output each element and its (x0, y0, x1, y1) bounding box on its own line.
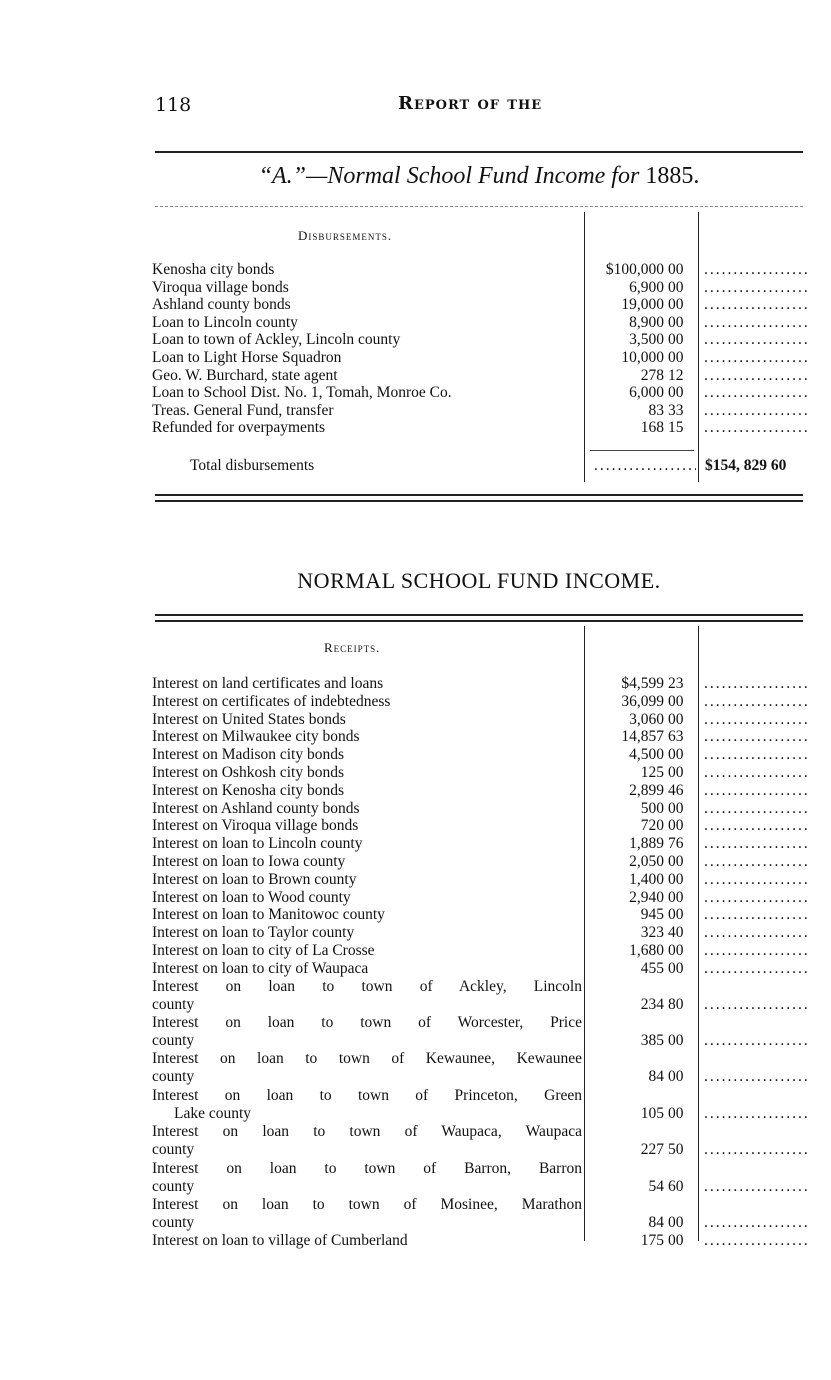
row-label: Treas. General Fund, transfer ..... (152, 402, 582, 420)
row-leader (704, 960, 808, 978)
row-label: Geo. W. Burchard, state agent ..... (152, 367, 582, 385)
row-amount: 125 00 (640, 764, 684, 781)
row-amount: 105 00 (640, 1104, 684, 1122)
receipt-row-two-line (152, 1160, 812, 1196)
row-label: Viroqua village bonds ..... (152, 279, 582, 297)
row-leader (704, 419, 808, 437)
total-value: $154, 829 60 (705, 457, 787, 474)
disbursement-row (152, 367, 812, 385)
row-leader (704, 279, 808, 297)
receipt-row (152, 711, 812, 729)
row-leader (704, 402, 808, 420)
row-leader (704, 764, 808, 782)
receipt-row (152, 889, 812, 907)
row-leader (704, 384, 808, 402)
row-leader (704, 1068, 808, 1086)
row-label-line1: Interest on loan to town of Kewaunee, Kewaunee (152, 1050, 582, 1068)
row-leader (704, 367, 808, 385)
total-leader (594, 457, 696, 475)
row-leader (704, 1178, 808, 1196)
receipt-row (152, 942, 812, 960)
row-amount: 234 80 (640, 995, 684, 1013)
row-amount: 1,680 00 (629, 942, 684, 959)
row-leader (704, 942, 808, 960)
row-amount: 54 60 (648, 1177, 684, 1195)
row-label: Ashland county bonds ..... (152, 296, 582, 314)
row-label-line1: Interest on loan to town of Waupaca, Waupaca (152, 1123, 582, 1141)
row-label: Interest on Milwaukee city bonds ..... (152, 728, 582, 746)
row-label-line1: Interest on loan to town of Princeton, Green (152, 1086, 582, 1104)
row-label: Interest on United States bonds ..... (152, 711, 582, 729)
row-label-line1: Interest on loan to town of Worcester, Price (152, 1014, 582, 1031)
row-label: Loan to School Dist. No. 1, Tomah, Monroe Co. ..... (152, 384, 582, 402)
row-amount: 4,500 00 (629, 746, 684, 764)
row-label: Refunded for overpayments ..... (152, 419, 582, 437)
row-amount: 2,899 46 (629, 781, 684, 799)
row-leader (704, 693, 808, 711)
row-amount: 175 00 (640, 1232, 684, 1250)
total-label: Total disbursements ..... (152, 457, 620, 475)
row-amount: 720 00 (640, 817, 684, 835)
row-amount: 2,050 00 (629, 853, 684, 870)
row-leader (704, 1232, 808, 1250)
receipt-row (152, 924, 812, 942)
disbursement-row (152, 419, 812, 437)
receipt-row (152, 675, 812, 693)
row-label: Interest on loan to village of Cumberland ..... (152, 1232, 582, 1250)
receipt-row-two-line (152, 1196, 812, 1232)
row-label: Loan to town of Ackley, Lincoln county ..... (152, 331, 582, 349)
receipt-row (152, 871, 812, 889)
disbursement-row (152, 296, 812, 314)
row-amount: 2,940 00 (629, 888, 684, 906)
row-label-line2: county ..... (152, 1032, 582, 1050)
row-leader (704, 296, 808, 314)
row-label: Loan to Light Horse Squadron ..... (152, 349, 582, 367)
row-leader (704, 835, 808, 853)
row-label-line2: county ..... (152, 1068, 582, 1086)
row-leader (704, 349, 808, 367)
receipt-row (152, 764, 812, 782)
disbursement-row (152, 261, 812, 279)
row-amount: 84 00 (648, 1214, 684, 1231)
disbursements-subhead: Disbursements. (298, 228, 393, 243)
receipt-row (152, 782, 812, 800)
receipt-row-two-line (152, 978, 812, 1014)
receipts-top-rule-1 (155, 614, 803, 616)
row-amount: 385 00 (640, 1032, 684, 1049)
row-leader (704, 800, 808, 818)
row-amount: 500 00 (640, 799, 684, 817)
running-head: Report of the (398, 93, 543, 114)
top-rule (155, 151, 803, 153)
row-leader (704, 1214, 808, 1232)
row-leader (704, 261, 808, 279)
row-amount: 83 33 (648, 401, 684, 419)
row-label: Interest on loan to Iowa county ..... (152, 853, 582, 871)
disbursement-row (152, 279, 812, 297)
row-amount: 8,900 00 (629, 313, 684, 331)
receipt-row (152, 906, 812, 924)
row-label: Interest on loan to Manitowoc county ..... (152, 906, 582, 924)
receipt-row-two-line (152, 1087, 812, 1123)
row-label-line1: Interest on loan to town of Barron, Barron (152, 1159, 582, 1177)
receipt-row-two-line (152, 1050, 812, 1086)
row-label-line1: Interest on loan to town of Mosinee, Marathon (152, 1196, 582, 1213)
disb-bottom-rule-1 (155, 494, 803, 496)
row-label: Interest on loan to Wood county ..... (152, 889, 582, 907)
row-label-line2: county ..... (152, 1178, 582, 1196)
row-label: Interest on Viroqua village bonds ..... (152, 817, 582, 835)
receipts-subhead: Receipts. (324, 640, 381, 655)
receipt-row (152, 817, 812, 835)
row-amount: 278 12 (640, 366, 684, 384)
row-amount: $100,000 00 (605, 261, 684, 278)
row-label: Interest on Ashland county bonds ..... (152, 800, 582, 818)
row-leader (704, 996, 808, 1014)
row-amount: 1,889 76 (629, 835, 684, 853)
row-label: Loan to Lincoln county ..... (152, 314, 582, 332)
row-leader (704, 1141, 808, 1159)
receipt-row-two-line (152, 1123, 812, 1159)
row-leader (704, 906, 808, 924)
row-amount: 3,060 00 (629, 710, 684, 728)
row-amount: 168 15 (640, 419, 684, 437)
row-leader (704, 1105, 808, 1123)
row-leader (704, 746, 808, 764)
row-amount: 3,500 00 (629, 331, 684, 349)
row-label-line2: county ..... (152, 996, 582, 1014)
row-amount: 19,000 00 (621, 296, 684, 314)
row-leader (704, 314, 808, 332)
disbursement-row (152, 349, 812, 367)
row-leader (704, 924, 808, 942)
disb-bottom-rule-2 (155, 500, 803, 502)
receipt-row (152, 853, 812, 871)
row-leader (704, 711, 808, 729)
row-leader (704, 675, 808, 693)
row-label: Interest on loan to city of La Crosse ..... (152, 942, 582, 960)
disbursements-title-year: 1885. (645, 163, 700, 189)
row-leader (704, 871, 808, 889)
row-amount: 945 00 (640, 906, 684, 924)
row-amount: 1,400 00 (629, 870, 684, 888)
disbursements-title (155, 163, 803, 190)
row-amount: 323 40 (640, 924, 684, 942)
receipts-section-title: NORMAL SCHOOL FUND INCOME. (297, 568, 661, 593)
row-leader (704, 1032, 808, 1050)
receipt-row (152, 746, 812, 764)
disbursement-row (152, 331, 812, 349)
receipt-row (152, 1232, 812, 1250)
disbursements-head-rule (155, 206, 803, 207)
page-number: 118 (155, 94, 192, 116)
row-leader (704, 331, 808, 349)
row-label: Interest on Kenosha city bonds ..... (152, 782, 582, 800)
row-label: Interest on Oshkosh city bonds ..... (152, 764, 582, 782)
receipt-row-two-line (152, 1014, 812, 1050)
row-amount: 455 00 (640, 959, 684, 977)
receipt-row (152, 693, 812, 711)
row-leader (704, 889, 808, 907)
row-amount: 227 50 (640, 1141, 684, 1159)
disbursement-row (152, 384, 812, 402)
disbursements-total-row (152, 457, 812, 475)
row-amount: 10,000 00 (621, 349, 684, 366)
row-amount: 36,099 00 (621, 692, 684, 710)
disbursement-row (152, 314, 812, 332)
row-amount: 6,900 00 (629, 278, 684, 296)
disbursements-title-text: “A.”—Normal School Fund Income for (258, 163, 640, 189)
row-amount: 6,000 00 (629, 384, 684, 402)
row-amount: 84 00 (648, 1068, 684, 1086)
row-label: Interest on Madison city bonds ..... (152, 746, 582, 764)
disbursement-row (152, 402, 812, 420)
row-leader (704, 782, 808, 800)
row-label-line2: Lake county ..... (152, 1105, 604, 1123)
receipt-row (152, 835, 812, 853)
row-label: Interest on certificates of indebtedness ..... (152, 693, 582, 711)
row-label: Kenosha city bonds ..... (152, 261, 582, 279)
receipt-row (152, 728, 812, 746)
row-amount: 14,857 63 (621, 728, 684, 746)
row-label-line1: Interest on loan to town of Ackley, Lincoln (152, 977, 582, 995)
row-amount: $4,599 23 (621, 675, 684, 692)
receipt-row (152, 800, 812, 818)
row-leader (704, 853, 808, 871)
receipts-top-rule-2 (155, 620, 803, 622)
receipt-row (152, 960, 812, 978)
row-label-line2: county ..... (152, 1214, 582, 1232)
row-leader (704, 817, 808, 835)
row-label: Interest on land certificates and loans ..... (152, 675, 582, 693)
row-label: Interest on loan to Brown county ..... (152, 871, 582, 889)
row-leader (704, 728, 808, 746)
row-label: Interest on loan to Taylor county ..... (152, 924, 582, 942)
row-label-line2: county ..... (152, 1141, 582, 1159)
row-label: Interest on loan to Lincoln county ..... (152, 835, 582, 853)
disb-subtotal-rule (590, 450, 694, 451)
row-label: Interest on loan to city of Waupaca ..... (152, 960, 582, 978)
